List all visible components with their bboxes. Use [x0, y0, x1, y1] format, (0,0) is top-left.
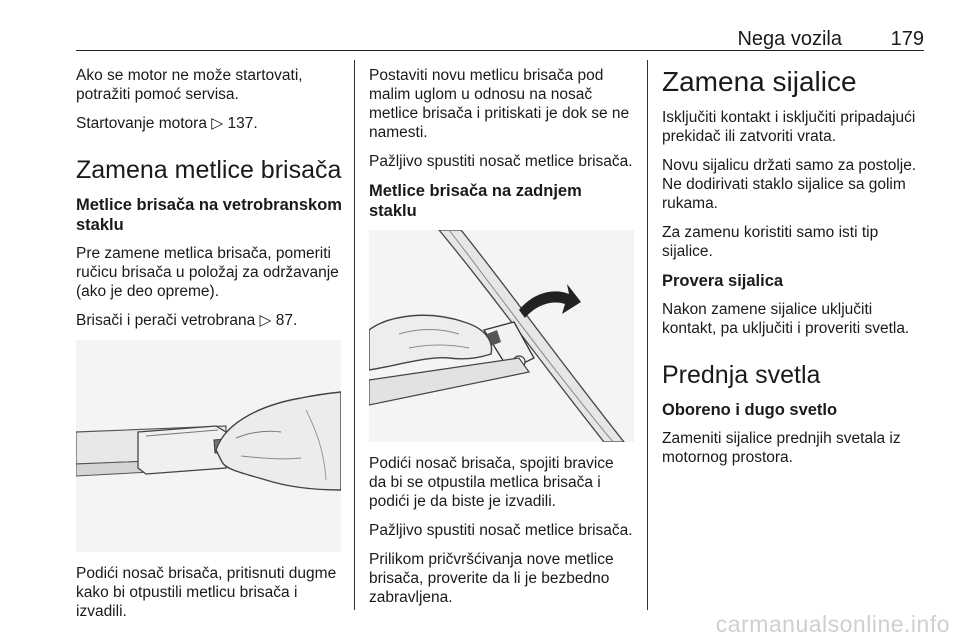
- column-2: [369, 66, 634, 617]
- paragraph: Pažljivo spustiti nosač metlice brisača.: [369, 153, 633, 170]
- subsection-heading: Metlice brisača na vetrobranskom staklu: [76, 196, 342, 234]
- column-1: [76, 66, 344, 631]
- paragraph: Postaviti novu metlicu brisača pod malim uglom u odnosu na nosač metlice brisača i pritiskati je dok se ne namesti.: [369, 67, 630, 141]
- paragraph: Za zamenu koristiti samo isti tip sijalice.: [662, 224, 879, 260]
- paragraph: Prilikom pričvršćivanja nove metlice brisača, proverite da li je bezbedno zabravljena.: [369, 551, 614, 606]
- paragraph: Isključiti kontakt i isključiti pripadajući prekidač ili zatvoriti vrata.: [662, 109, 916, 145]
- paragraph: Novu sijalicu držati samo za postolje. Ne dodirivati staklo sijalice sa golim rukama.: [662, 157, 917, 212]
- paragraph: Zameniti sijalice prednjih svetala iz motornog prostora.: [662, 430, 901, 466]
- section-title: Nega vozila: [737, 28, 842, 50]
- page-number: 179: [890, 28, 924, 50]
- column-3: [662, 66, 926, 477]
- subsection-heading: Oboreno i dugo svetlo: [662, 401, 838, 419]
- wiper-release-drawing: [76, 340, 341, 552]
- rear-wiper-illustration: [369, 230, 634, 442]
- section-heading: Zamena sijalice: [662, 66, 857, 97]
- page-header: [76, 28, 924, 51]
- windshield-wiper-illustration: [76, 340, 341, 552]
- watermark: carmanualsonline.info: [715, 611, 950, 637]
- figure-caption: Podići nosač brisača, pritisnuti dugme kako bi otpustili metlicu brisača i izvadili.: [76, 565, 337, 620]
- reference-link[interactable]: Brisači i perači vetrobrana ▷ 87.: [76, 312, 298, 329]
- paragraph: Pažljivo spustiti nosač metlice brisača.: [369, 522, 633, 539]
- paragraph: Ako se motor ne može startovati, potražiti pomoć servisa.: [76, 67, 303, 103]
- paragraph: Nakon zamene sijalice uključiti kontakt, pa uključiti i proveriti svetla.: [662, 301, 910, 337]
- column-divider: [647, 60, 648, 610]
- rear-wiper-drawing: [369, 230, 634, 442]
- subsection-heading: Metlice brisača na zadnjem staklu: [369, 182, 582, 220]
- section-heading: Zamena metlice brisača: [76, 156, 342, 184]
- paragraph: Podići nosač brisača, spojiti bravice da bi se otpustila metlica brisača i podići je da biste je izvadili.: [369, 455, 614, 510]
- paragraph: Pre zamene metlica brisača, pomeriti ručicu brisača u položaj za održavanje (ako je deo opreme).: [76, 245, 339, 300]
- section-heading: Prednja svetla: [662, 361, 821, 389]
- reference-link[interactable]: Startovanje motora ▷ 137.: [76, 115, 258, 132]
- subsection-heading: Provera sijalica: [662, 272, 784, 290]
- column-divider: [354, 60, 355, 610]
